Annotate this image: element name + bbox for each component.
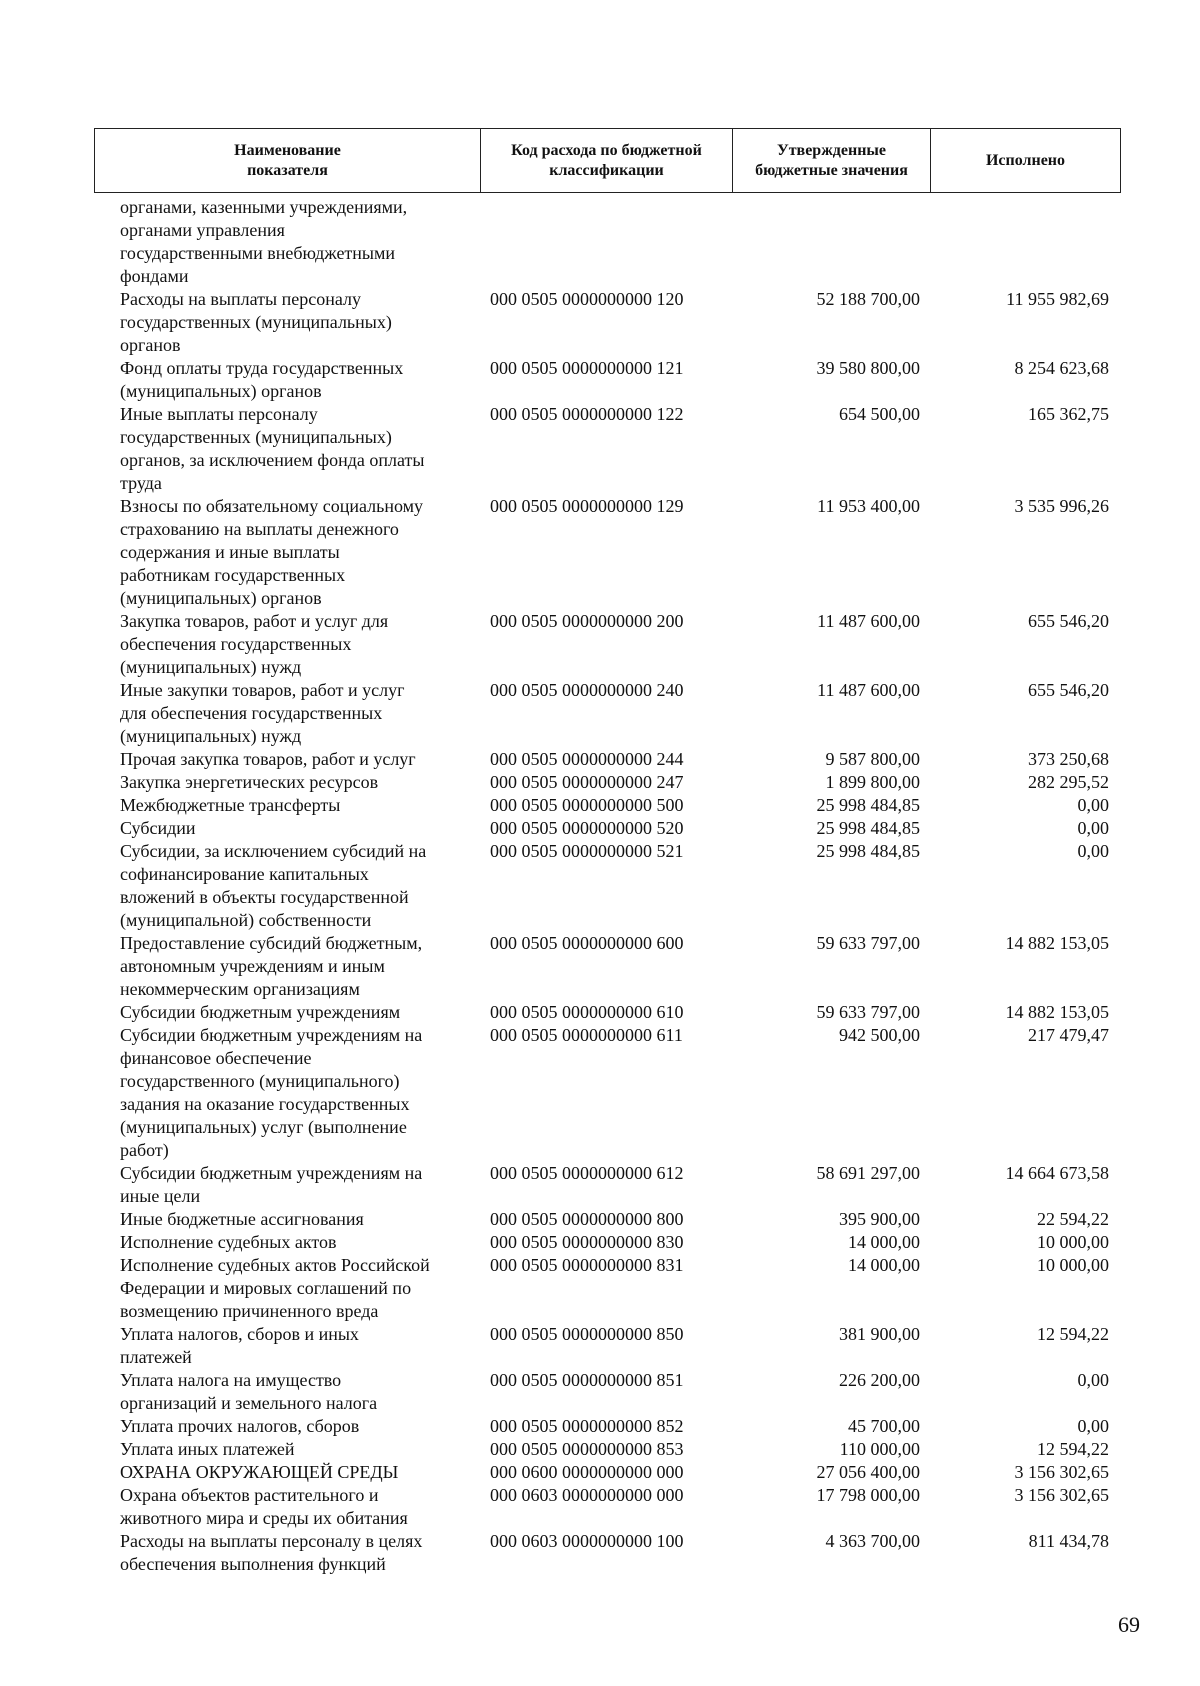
row-code: 000 0505 0000000000 853 — [490, 1439, 684, 1459]
row-done: 0,00 — [1077, 1370, 1109, 1390]
row-done: 14 664 673,58 — [1005, 1163, 1109, 1183]
table-row — [94, 817, 1121, 840]
row-approved: 395 900,00 — [839, 1209, 920, 1229]
row-code: 000 0505 0000000000 830 — [490, 1232, 684, 1252]
header-done: Исполнено — [985, 151, 1066, 169]
table-row — [94, 495, 1121, 610]
header-name: Наименование показателя — [95, 129, 481, 192]
table-row — [94, 748, 1121, 771]
row-name: Иные закупки товаров, работ и услуг для обеспечения государственных (муниципальных) нужд — [120, 680, 405, 746]
row-approved: 110 000,00 — [839, 1439, 920, 1459]
row-name: Расходы на выплаты персоналу государственных (муниципальных) органов — [120, 289, 392, 355]
row-name: Расходы на выплаты персоналу в целях обеспечения выполнения функций — [120, 1531, 423, 1574]
row-code: 000 0505 0000000000 612 — [490, 1163, 684, 1183]
page-number: 69 — [1118, 1612, 1140, 1637]
row-code: 000 0505 0000000000 240 — [490, 680, 684, 700]
table-row — [94, 403, 1121, 495]
row-code: 000 0505 0000000000 520 — [490, 818, 684, 838]
table-row — [94, 1530, 1121, 1576]
row-name: Уплата налога на имущество организаций и земельного налога — [120, 1370, 378, 1413]
row-code: 000 0505 0000000000 800 — [490, 1209, 684, 1229]
row-done: 11 955 982,69 — [1006, 289, 1109, 309]
table-row — [94, 1024, 1121, 1162]
row-code — [480, 196, 732, 288]
row-done: 12 594,22 — [1037, 1324, 1109, 1344]
row-done: 0,00 — [1077, 795, 1109, 815]
row-approved: 59 633 797,00 — [816, 933, 920, 953]
row-name: органами, казенными учреждениями, органами управления государственными внебюджетными фондами — [120, 197, 408, 286]
row-name: ОХРАНА ОКРУЖАЮЩЕЙ СРЕДЫ — [120, 1462, 399, 1482]
row-name: Уплата налогов, сборов и иных платежей — [120, 1324, 359, 1367]
row-done: 12 594,22 — [1037, 1439, 1109, 1459]
row-name: Иные выплаты персоналу государственных (муниципальных) органов, за исключением фонда оплаты труда — [120, 404, 425, 493]
row-done: 10 000,00 — [1037, 1255, 1109, 1275]
row-approved: 226 200,00 — [839, 1370, 920, 1390]
row-done: 10 000,00 — [1037, 1232, 1109, 1252]
table-row — [94, 1369, 1121, 1415]
table-row — [94, 610, 1121, 679]
row-name: Закупка энергетических ресурсов — [120, 772, 379, 792]
row-approved: 381 900,00 — [839, 1324, 920, 1344]
row-approved: 1 899 800,00 — [825, 772, 920, 792]
row-name: Исполнение судебных актов — [120, 1232, 337, 1252]
table-row — [94, 1254, 1121, 1323]
row-approved: 14 000,00 — [848, 1255, 920, 1275]
table-row — [94, 196, 1121, 288]
row-approved: 11 953 400,00 — [817, 496, 920, 516]
table-row — [94, 1208, 1121, 1231]
row-code: 000 0603 0000000000 100 — [490, 1531, 684, 1551]
row-approved: 59 633 797,00 — [816, 1002, 920, 1022]
row-name: Закупка товаров, работ и услуг для обеспечения государственных (муниципальных) нужд — [120, 611, 389, 677]
row-name: Взносы по обязательному социальному страхованию на выплаты денежного содержания и иные выплаты работникам государственных (муниципальных) органов — [120, 496, 424, 608]
row-approved: 11 487 600,00 — [817, 611, 920, 631]
row-code: 000 0505 0000000000 600 — [490, 933, 684, 953]
row-done — [930, 196, 1121, 288]
row-name: Охрана объектов растительного и животного мира и среды их обитания — [120, 1485, 408, 1528]
table-body — [94, 196, 1121, 1576]
row-done: 3 535 996,26 — [1014, 496, 1109, 516]
row-code: 000 0505 0000000000 851 — [490, 1370, 684, 1390]
table-header — [94, 128, 1121, 193]
row-name: Межбюджетные трансферты — [120, 795, 341, 815]
row-done: 0,00 — [1077, 1416, 1109, 1436]
header-code: Код расхода по бюджетной классификации — [481, 129, 733, 192]
row-code: 000 0505 0000000000 247 — [490, 772, 684, 792]
table-row — [94, 1162, 1121, 1208]
row-name: Уплата иных платежей — [120, 1439, 295, 1459]
row-done: 373 250,68 — [1028, 749, 1109, 769]
row-name: Исполнение судебных актов Российской Федерации и мировых соглашений по возмещению причиненного вреда — [120, 1255, 430, 1321]
row-done: 165 362,75 — [1028, 404, 1109, 424]
row-approved: 14 000,00 — [848, 1232, 920, 1252]
table-row — [94, 1484, 1121, 1530]
table-row — [94, 679, 1121, 748]
row-done: 3 156 302,65 — [1014, 1462, 1109, 1482]
table-row — [94, 288, 1121, 357]
row-name: Субсидии — [120, 818, 196, 838]
table-row — [94, 840, 1121, 932]
header-approved: Утвержденные бюджетные значения — [733, 129, 931, 192]
row-code: 000 0505 0000000000 122 — [490, 404, 684, 424]
row-done: 282 295,52 — [1028, 772, 1109, 792]
row-approved: 654 500,00 — [839, 404, 920, 424]
row-done: 655 546,20 — [1028, 680, 1109, 700]
row-code: 000 0505 0000000000 244 — [490, 749, 684, 769]
table-row — [94, 1438, 1121, 1461]
row-code: 000 0505 0000000000 850 — [490, 1324, 684, 1344]
row-code: 000 0505 0000000000 120 — [490, 289, 684, 309]
row-approved: 45 700,00 — [848, 1416, 920, 1436]
row-done: 8 254 623,68 — [1014, 358, 1109, 378]
row-code: 000 0600 0000000000 000 — [490, 1462, 684, 1482]
row-done: 217 479,47 — [1028, 1025, 1109, 1045]
row-approved: 58 691 297,00 — [816, 1163, 920, 1183]
table-row — [94, 932, 1121, 1001]
row-approved: 25 998 484,85 — [816, 841, 920, 861]
row-code: 000 0505 0000000000 129 — [490, 496, 684, 516]
row-done: 655 546,20 — [1028, 611, 1109, 631]
row-approved: 39 580 800,00 — [816, 358, 920, 378]
row-done: 14 882 153,05 — [1005, 1002, 1109, 1022]
row-done: 14 882 153,05 — [1005, 933, 1109, 953]
row-code: 000 0505 0000000000 500 — [490, 795, 684, 815]
row-code: 000 0505 0000000000 611 — [490, 1025, 683, 1045]
row-name: Прочая закупка товаров, работ и услуг — [120, 749, 416, 769]
row-name: Уплата прочих налогов, сборов — [120, 1416, 360, 1436]
row-name: Предоставление субсидий бюджетным, автономным учреждениям и иным некоммерческим организациям — [120, 933, 423, 999]
row-done: 0,00 — [1077, 841, 1109, 861]
row-approved: 25 998 484,85 — [816, 795, 920, 815]
row-code: 000 0505 0000000000 610 — [490, 1002, 684, 1022]
row-code: 000 0505 0000000000 521 — [490, 841, 684, 861]
row-name: Субсидии бюджетным учреждениям на иные цели — [120, 1163, 423, 1206]
row-name: Иные бюджетные ассигнования — [120, 1209, 364, 1229]
row-code: 000 0505 0000000000 831 — [490, 1255, 684, 1275]
table-row — [94, 794, 1121, 817]
table-row — [94, 1415, 1121, 1438]
row-done: 22 594,22 — [1037, 1209, 1109, 1229]
row-name: Фонд оплаты труда государственных (муниципальных) органов — [120, 358, 404, 401]
row-approved: 25 998 484,85 — [816, 818, 920, 838]
row-code: 000 0505 0000000000 121 — [490, 358, 684, 378]
table-row — [94, 1461, 1121, 1484]
row-approved: 17 798 000,00 — [816, 1485, 920, 1505]
row-code: 000 0505 0000000000 200 — [490, 611, 684, 631]
row-name: Субсидии бюджетным учреждениям — [120, 1002, 401, 1022]
row-approved: 9 587 800,00 — [825, 749, 920, 769]
row-done: 3 156 302,65 — [1014, 1485, 1109, 1505]
row-code: 000 0505 0000000000 852 — [490, 1416, 684, 1436]
row-approved: 942 500,00 — [839, 1025, 920, 1045]
row-approved — [732, 196, 930, 288]
table-row — [94, 1231, 1121, 1254]
row-approved: 4 363 700,00 — [825, 1531, 920, 1551]
table-row — [94, 771, 1121, 794]
row-done: 811 434,78 — [1028, 1531, 1109, 1551]
row-approved: 27 056 400,00 — [816, 1462, 920, 1482]
table-row — [94, 357, 1121, 403]
table-row — [94, 1323, 1121, 1369]
row-approved: 52 188 700,00 — [816, 289, 920, 309]
row-done: 0,00 — [1077, 818, 1109, 838]
row-name: Субсидии, за исключением субсидий на софинансирование капитальных вложений в объекты государственной (муниципальной) собственности — [120, 841, 427, 930]
row-code: 000 0603 0000000000 000 — [490, 1485, 684, 1505]
row-name: Субсидии бюджетным учреждениям на финансовое обеспечение государственного (муниципального) задания на оказание государственных (муниципальных) услуг (выполнение работ) — [120, 1025, 423, 1160]
row-approved: 11 487 600,00 — [817, 680, 920, 700]
table-row — [94, 1001, 1121, 1024]
